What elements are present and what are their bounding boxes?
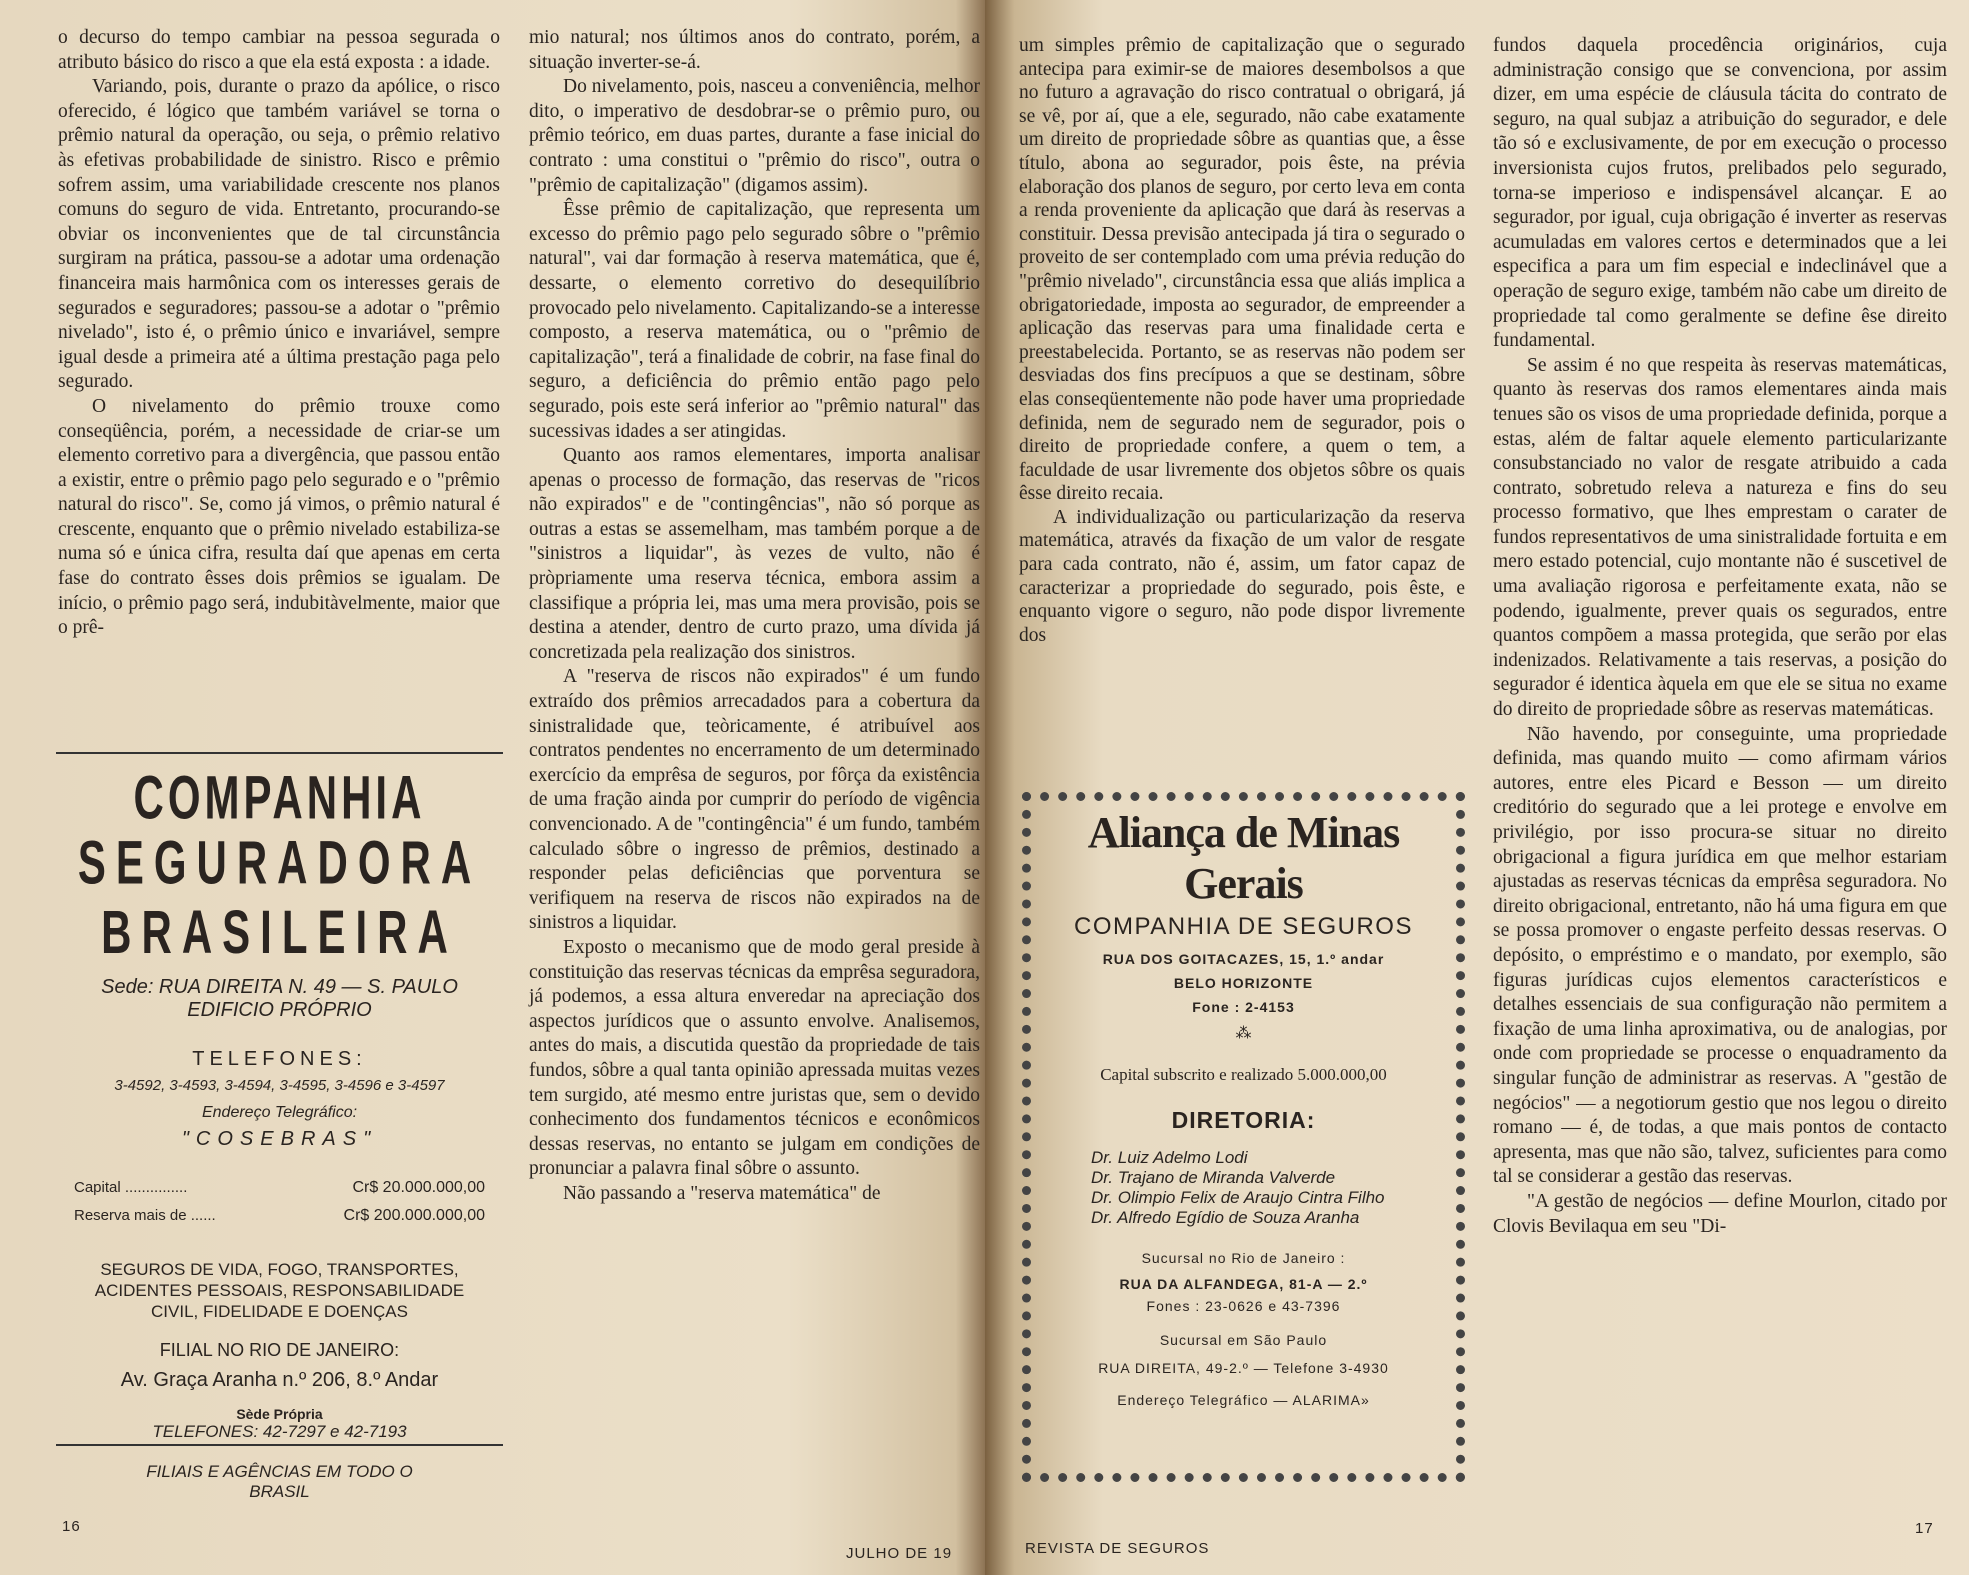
director-name: Dr. Luiz Adelmo Lodi [1091,1148,1248,1167]
ad-brand: Aliança de Minas Gerais [1087,808,1400,908]
ad-title-line2: SEGURADORA BRASILEIRA [77,828,482,967]
ad-address: RUA DOS GOITACAZES, 15, 1.º andar [1102,951,1385,967]
ad-ramos: SEGUROS DE VIDA, FOGO, TRANSPORTES, ACIDENTES PESSOAIS, RESPONSABILIDADE CIVIL, FIDELIDADE E DOENÇAS [94,1260,465,1321]
ad-rio-label: Sucursal no Rio de Janeiro : [1141,1250,1346,1266]
ad-filial-label: FILIAL NO RIO DE JANEIRO: [159,1340,400,1360]
ad-capital-label: Capital ............... [74,1179,188,1196]
ad-rio-phones: Fones : 23-0626 e 43-7396 [1146,1298,1341,1314]
text-column-3 [1019,34,1465,647]
paragraph: Êsse prêmio de capitalização, que representa um excesso do prêmio pago pelo segurado sôbre o "prêmio natural", vai dar formação à reserva matemática, que é, dessarte, o elemento corretivo do desequilíbrio provocado pelo nivelamento. Capitalizando-se a interesse composto, a reserva matemática, ou o "prêmio de capitalização", terá a finalidade de cobrir, na fase final do seguro, a deficiência do prêmio então pago pelo segurado, pois este será inferior ao "prêmio natural" das sucessivas idades a ser atingidas. [529,199,980,442]
advertisement-companhia-seguradora-brasileira [56,752,503,1501]
text-column-4 [1493,34,1947,1239]
advertisement-alianca-de-minas-gerais [1022,792,1465,1482]
paragraph: Do nivelamento, pois, nasceu a conveniência, melhor dito, o imperativo de desdobrar-se o prêmio puro, ou prêmio teórico, em duas partes, durante a fase inicial do contrato : uma constitui o "prêmio do risco", outra o "prêmio de capitalização" (digamos assim). [529,76,980,196]
paragraph: O nivelamento do prêmio trouxe como conseqüência, porém, a necessidade de criar-se um elemento corretivo para a divergência, que passou então a existir, entre o prêmio pago pelo segurado e o "prêmio natural do risco". Se, como já vimos, o prêmio natural é crescente, enquanto que o prêmio nivelado estabiliza-se numa só e única cifra, resulta daí que apenas em certa fase do contrato êsses dois prêmios se igualam. De início, o prêmio pago será, indubitàvelmente, maior que o prê- [58,395,500,639]
ad-tel-numbers: 3-4592, 3-4593, 3-4594, 3-4595, 3-4596 e 3-4597 [114,1077,445,1094]
ad-capital: Capital subscrito e realizado 5.000.000,00 [1100,1065,1387,1084]
paragraph: o decurso do tempo cambiar na pessoa segurada o atributo básico do risco a que ela está exposta : a idade. [58,27,500,73]
paragraph: "A gestão de negócios — define Mourlon, citado por Clovis Bevilaqua em seu "Di- [1493,1190,1947,1237]
ad-capital-value: Cr$ 20.000.000,00 [352,1179,485,1196]
ad-sp-address: RUA DIREITA, 49-2.º — Telefone 3-4930 [1098,1360,1389,1376]
ad-tel-label: TELEFONES: [192,1048,367,1070]
ad-city: BELO HORIZONTE [1173,975,1314,991]
ad-filial-address: Av. Graça Aranha n.º 206, 8.º Andar [120,1369,439,1391]
paragraph: A individualização ou particularização da reserva matemática, através da fixação de um valor de resgate para cada contrato, não é, assim, um fator capaz de caracterizar a propriedade do segurado, pois êste, e enquanto vigore o seguro, não pode dispor livremente dos [1019,506,1465,646]
ad-sp-label: Sucursal em São Paulo [1159,1332,1328,1348]
ad-sede-propria: Sède Própria [236,1406,323,1422]
ad-filial-phones: TELEFONES: 42-7297 e 42-7193 [152,1422,407,1441]
ad-telegraph: Endereço Telegráfico — ALARIMA» [1117,1392,1370,1408]
paragraph: Se assim é no que respeita às reservas matemáticas, quanto às reservas dos ramos elementares ainda mais tenues são os visos de uma propriedade definida, porque a estas, além de faltar aquele elemento particularizante consubstanciado no valor de resgate atribuido a cada contrato, sobretudo releva a natureza e fins do seu processo formativo, que lhes emprestam o carater de fundos representativos de uma sinistralidade fortuita e em mero estado potencial, cujo montante não é suscetivel de uma avaliação rigorosa e perfeitamente exata, não se podendo, igualmente, prever quais os segurados, entre quantos compõem a massa protegida, que serão por elas indenizados. Relativamente a tais reservas, a posição do segurador é identica àquela em que ele se situa no exame do direito de propriedade sôbre as reservas matemáticas. [1493,354,1947,721]
asterism-icon: ⁂ [1235,1025,1252,1042]
paragraph: um simples prêmio de capitalização que o segurado antecipa para eximir-se de maiores desembolsos a que no futuro a agravação do risco contratual o obrigará, já se vê, por aí, que a ele, segurado, não cabe exatamente um direito de propriedade sôbre as quantias que, a êsse título, abona ao segurador, pois êste, na prévia elaboração dos planos de seguro, por certo leva em conta a renda proveniente da aplicação que dará às reservas a constituir. Dessa previsão antecipada já tira o segurado o proveito de ser contemplado com uma prévia redução do "prêmio nivelado", circunstância essa que aliás implica a obrigatoriedade, imposta ao segurador, de empreender a aplicação das reservas para uma finalidade certa e preestabelecida. Portanto, se as reservas não podem ser desviadas dos fins precípuos a que se destinam, sôbre elas conseqüentemente não pode haver uma propriedade definida, nem de segurado nem de segurador, pois o direito de propriedade confere, a quem o tem, a faculdade de usar livremente dos objetos sôbre os quais êsse direito recaia. [1019,35,1465,505]
text-column-1 [58,26,500,641]
ad-telegraph-value: "COSEBRAS" [181,1128,378,1150]
ad-title-line1: COMPANHIA [133,763,426,832]
ad-reserva-value: Cr$ 200.000.000,00 [343,1207,485,1224]
paragraph: fundos daquela procedência originários, cuja administração consigo que se convenciona, por assim dizer, em uma espécie de cláusula tácita do contrato de seguro, na qual subjaz a atribuição do segurador, e dele tão só e exclusivamente, de por em execução o processo inversionista cujos frutos, prelibados pelo segurado, torna-se imperioso e indispensável alcançar. E ao segurador, por igual, cuja obrigação é inverter as reservas acumuladas em valores certos e determinados que a lei especifica a para um fim especial e indeclinável que a operação de seguro exige, também não cabe um direito de propriedade tal como geralmente se define êse direito fundamental. [1493,35,1947,352]
ad-sede: Sede: RUA DIREITA N. 49 — S. PAULO [101,976,458,998]
ad-telegraph-label: Endereço Telegráfico: [201,1104,358,1121]
right-page [985,0,1969,1575]
page-number-left: 16 [62,1518,81,1535]
paragraph: Exposto o mecanismo que de modo geral preside à constituição das reservas técnicas da emprêsa seguradora, já podemos, a essa altura enveredar na apreciação dos aspectos jurídicos que o assunto envolve. Analisemos, antes do mais, a discutida questão da propriedade de tais fundos, sôbre a qual tanta opinião apressada muitas vezes tem surgido, até mesmo entre juristas que, sem o devido conhecimento dos fundamentos técnicos e econômicos dessas reservas, no entanto se julgam em condições de pronunciar a palavra final sôbre o assunto. [529,936,980,1180]
director-name: Dr. Trajano de Miranda Valverde [1091,1168,1336,1187]
ad-rio-address: RUA DA ALFANDEGA, 81-A — 2.º [1119,1276,1368,1292]
paragraph: Quanto aos ramos elementares, importa analisar apenas o processo de formação, das reservas de "ricos não expirados" e de "contingências", não só porque as outras a estas se assemelham, mas também porque a de "sinistros a liquidar", às vezes de vulto, não é pròpriamente uma reserva técnica, embora assim a classifique a própria lei, mas uma mera provisão, pois se destina a atender, dentro de curto prazo, uma dívida já concretizada pela realização dos sinistros. [529,445,980,663]
director-name: Dr. Alfredo Egídio de Souza Aranha [1091,1208,1360,1227]
paragraph: Não passando a "reserva matemática" de [563,1182,881,1204]
paragraph: A "reserva de riscos não expirados" é um fundo extraído dos prêmios arrecadados para a cobertura da sinistralidade que, teòricamente, é atribuível aos contratos pendentes no encerramento de um determinado exercício da emprêsa de seguros, por fôrça da existência de uma fração ainda por cumprir do período de vigência convencionado. A de "contingência" é um fundo, também calculado sôbre o ingresso de prêmios, destinado a responder pelas deficiências que porventura se verifiquem na reserva de riscos não expirados na de sinistros a liquidar. [529,666,980,934]
paragraph: mio natural; nos últimos anos do contrato, porém, a situação inverter-se-á. [529,27,980,73]
page-number-right: 17 [1915,1520,1934,1537]
ad-phone: Fone : 2-4153 [1192,999,1295,1015]
ad-filiais: FILIAIS E AGÊNCIAS EM TODO O BRASIL [146,1462,413,1501]
paragraph: Variando, pois, durante o prazo da apólice, o risco oferecido, é lógico que também variável se torna o prêmio natural da operação, ou seja, o prêmio relativo às efetivas probabilidade de sinistro. Risco e prêmio sofrem assim, uma variabilidade crescente nos planos comuns do seguro de vida. Entretanto, procurando-se obviar os inconvenientes que de tal circunstância surgiram na prática, passou-se a adotar uma ordenação financeira mais harmônica com os interesses gerais de segurados e seguradores; passou-se a adotar o "prêmio nivelado", isto é, o prêmio único e invariável, sempre igual desde a primeira até a última prestação paga pelo segurado. [58,76,500,393]
text-column-2 [529,26,980,1207]
ad-company: COMPANHIA DE SEGUROS [1074,913,1413,940]
ad-directors-list [1091,1148,1456,1228]
folio-date: JULHO DE 19 [846,1545,953,1562]
ad-reserva-label: Reserva mais de ...... [74,1207,216,1224]
paragraph: Não havendo, por conseguinte, uma propriedade definida, mas quando muito — como afirmam vários autores, entre eles Picard e Besson — um direito creditório do segurado que a lei protege e envolve em privilégio, por isso procura-se situar no direito obrigacional a figura jurídica em que melhor estariam ajustadas as reservas técnicas da emprêsa seguradora. No direito obrigacional, entretanto, não há uma figura em que se possa promover o engaste perfeito dessas reservas. O depósito, o empréstimo e o mandato, por exemplo, são figuras jurídicas cujos elementos característicos e detalhes essenciais de sua configuração não permitem a fixação de uma linha aproximativa, ou de analogias, por onde com propriedade se processe o enquadramento da singular função de administrar as reservas. A "gestão de negócios" — a negotiorum gestio que nos legou o direito romano — é, de todas, a que mais pontos de contacto apresenta, mas que não são, talvez, suficientes para como tal se considerar a gestão das reservas. [1493,723,1947,1188]
ad-diretoria-label: DIRETORIA: [1171,1107,1316,1133]
ad-edificio: EDIFICIO PRÓPRIO [187,999,372,1021]
folio-title: REVISTA DE SEGUROS [1025,1540,1210,1557]
director-name: Dr. Olimpio Felix de Araujo Cintra Filho [1091,1188,1385,1207]
